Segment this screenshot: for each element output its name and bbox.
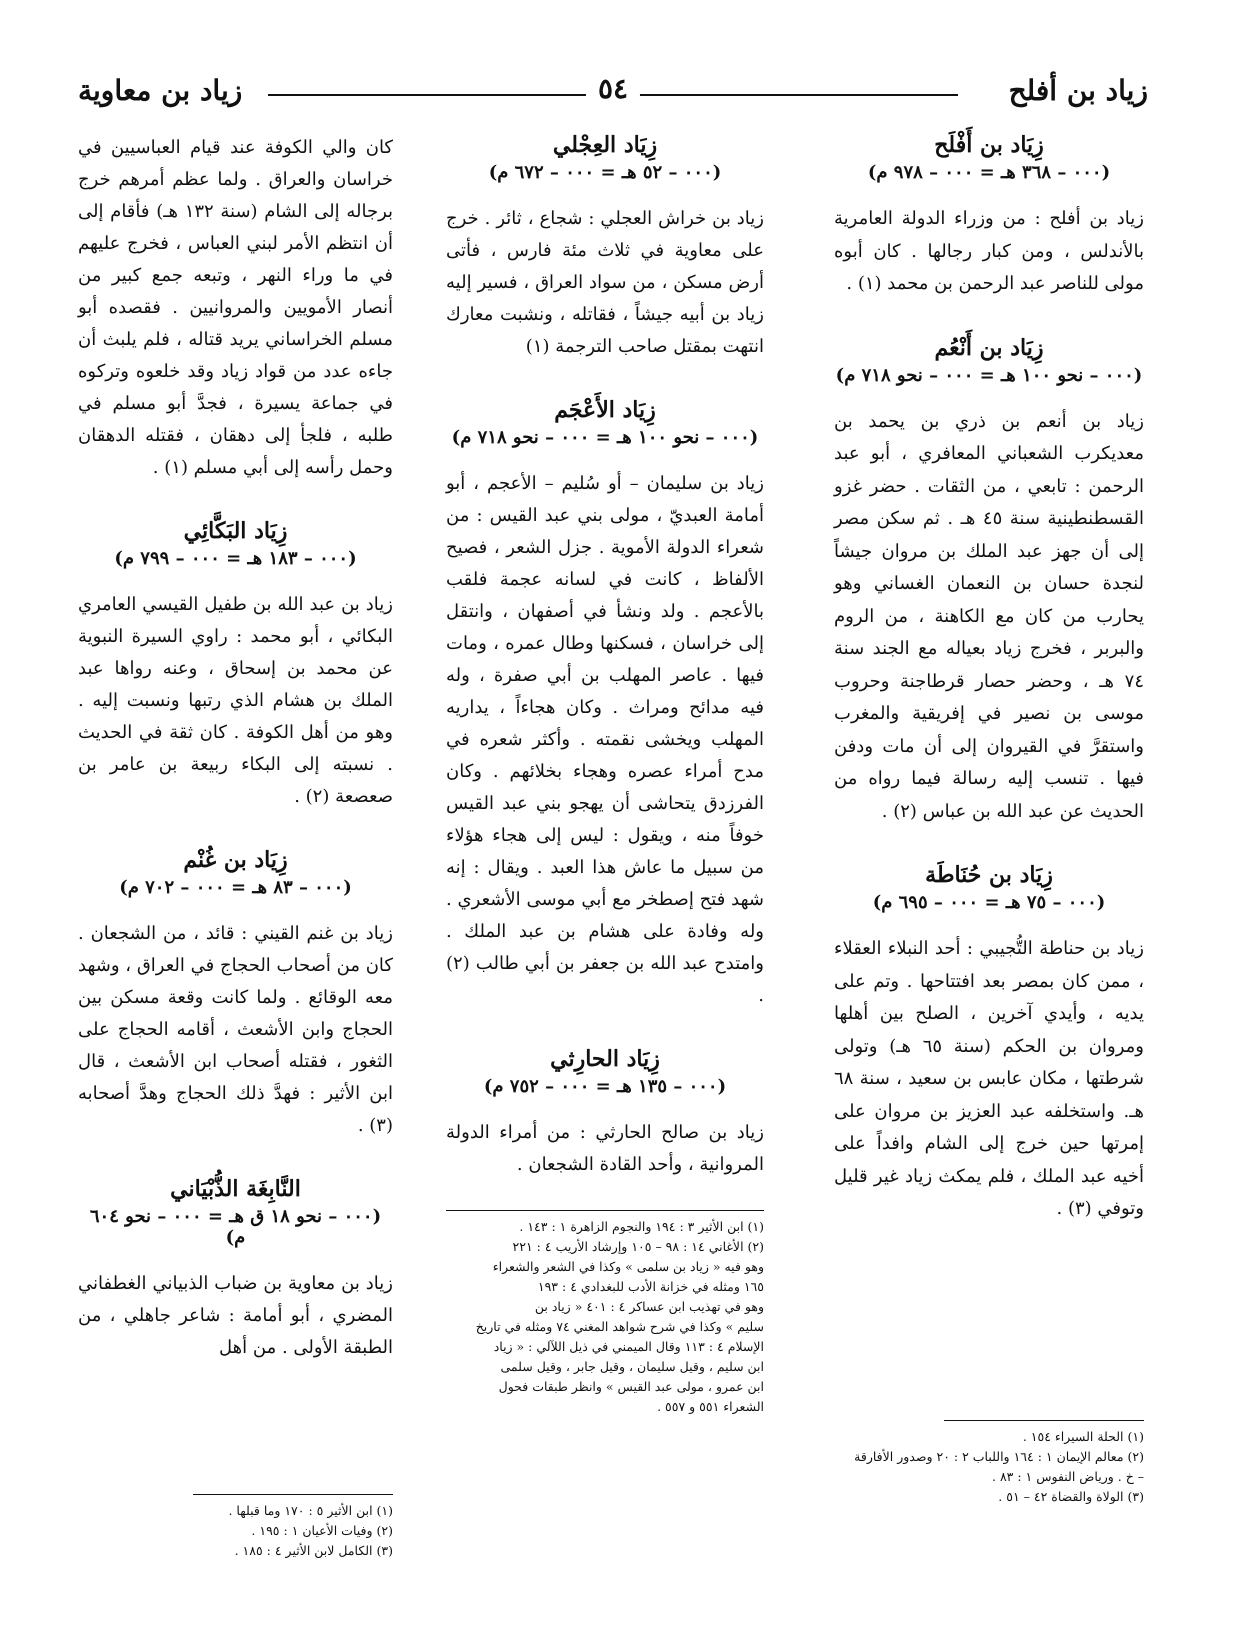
left-column [78, 132, 393, 1398]
entry [446, 1046, 764, 1181]
footnote-line: (٢) معالم الإيمان ١ : ١٦٤ واللباب ٢ : ٢٠ وصدور الأفارقة [854, 1449, 1144, 1464]
entry-title: زِيَاد بن أَفْلَح [934, 132, 1044, 158]
entry [446, 397, 764, 1012]
footnote-line: الشعراء ٥٥١ و ٥٥٧ . [657, 1399, 764, 1414]
entry-body: زياد بن أنعم بن ذري بن يحمد بن معديكرب الشعباني المعافري ، أبو عبد الرحمن : تابعي ، من الثقات . حضر غزو القسطنطينية سنة ٤٥ هـ . ثم سكن مصر إلى أن جهز عبد الملك بن مروان جيشاً لنجدة حسان بن النعمان الغساني وهو يحارب من كان مع الكاهنة ، من الروم والبربر ، فخرج زياد بعياله مع الجند سنة ٧٤ هـ ، وحضر حصار قرطاجنة وحروب موسى بن نصير في إفريقية والمغرب واستقرَّ في القيروان إلى أن مات ودفن فيها . تنسب إليه رسالة فيما رواه من الحديث عن عبد الله بن عباس (٢) . [834, 410, 1144, 822]
entry-title: زِيَاد الحارِثي [550, 1046, 660, 1072]
footnote-line: الإسلام ٤ : ١١٣ وقال الميمني في ذيل اللآلي : « زياد [493, 1339, 764, 1354]
footnote-line: وهو فيه « زياد بن سلمى » وكذا في الشعر والشعراء [492, 1259, 764, 1274]
footnote-line: ١٦٥ ومثله في خزانة الأدب للبغدادي ٤ : ١٩٣ [537, 1279, 764, 1294]
header-left-title: زياد بن معاوية [78, 74, 243, 107]
entry-body: زياد بن عبد الله بن طفيل القيسي العامري البكائي ، أبو محمد : راوي السيرة النبوية عن محمد بن إسحاق ، وعنه رواها عبد الملك بن هشام الذي رتبها ونسبت إليه . وهو من أهل الكوفة . كان ثقة في الحديث . نسبته إلى البكاء ربيعة بن عامر بن صعصعة (٢) . [78, 594, 393, 807]
entry-body: زياد بن خراش العجلي : شجاع ، ثائر . خرج على معاوية في ثلاث مئة فارس ، فأتى أرض مسكن ، من سواد العراق ، فسير إليه زياد بن أبيه جيشاً ، فقاتله ، ونشبت معارك انتهت بمقتل صاحب الترجمة (١) [446, 208, 764, 357]
entry-dates: (٠٠٠ – ٧٥ هـ = ٠٠٠ – ٦٩٥ م) [872, 892, 1106, 913]
entry-body: زياد بن صالح الحارثي : من أمراء الدولة المروانية ، وأحد القادة الشجعان . [446, 1122, 764, 1175]
entry-dates: (٠٠٠ – ١٨٣ هـ = ٠٠٠ – ٧٩٩ م) [114, 548, 357, 569]
footnote-line: وهو في تهذيب ابن عساكر ٤ : ٤٠١ « زياد بن [534, 1299, 764, 1314]
entry-dates: (٠٠٠ – نحو ١٠٠ هـ = ٠٠٠ – نحو ٧١٨ م) [835, 364, 1143, 386]
entry [446, 132, 764, 363]
footnote-line: سليم » وكذا في شرح شواهد المغني ٧٤ ومثله في تاريخ [475, 1319, 764, 1334]
entry-title: زِيَاد الأَعْجَم [554, 397, 656, 423]
footnote-rule [193, 1494, 393, 1495]
footnote-line: – خ . ورياض النفوس ١ : ٨٣ . [991, 1469, 1144, 1484]
entry-dates: (٠٠٠ – ١٣٥ هـ = ٠٠٠ – ٧٥٢ م) [483, 1076, 727, 1097]
entry-title: النَّابِغَة الذُّبْيَاني [170, 1176, 301, 1202]
entry-body: زياد بن حناطة التُّجيبي : أحد النبلاء العقلاء ، ممن كان بمصر بعد افتتاحها . وتم على يديه ، وأيدي آخرين ، الصلح بين أهلها ومروان بن الحكم (سنة ٦٥ هـ) وتولى شرطتها ، مكان عابس بن سعيد ، سنة ٦٨ هـ. واستخلفه عبد العزيز بن مروان على إمرتها حين خرج إلى الشام وافداً على أخيه عبد الملك ، فلم يمكث زياد غير قليل وتوفي (٣) . [834, 938, 1144, 1219]
entry [78, 847, 393, 1142]
entry-dates: (٠٠٠ – ٥٢ هـ = ٠٠٠ – ٦٧٢ م) [488, 162, 722, 183]
footnote-line: (٣) الولاة والقضاة ٤٢ – ٥١ . [998, 1489, 1144, 1504]
footnote-rule [944, 1420, 1144, 1421]
footnote-line: (١) الحلة السيراء ١٥٤ . [1022, 1429, 1144, 1444]
footnote-line: ابن سليم ، وقيل سليمان ، وقيل جابر ، وقيل سلمى [500, 1359, 764, 1374]
entry-body: كان والي الكوفة عند قيام العباسيين في خراسان والعراق . ولما عظم أمرهم خرج برجاله إلى الشام (سنة ١٣٢ هـ) فأقام إلى أن انتظم الأمر لبني العباس ، فخرج عليهم في ما وراء النهر ، وتبعه جمع كبير من أنصار الأمويين والمروانيين . فقصده أبو مسلم الخراساني يريد قتاله ، فلم يلبث أن جاءه عدد من قواد زياد وقد خلعوه وتركوه في جماعة يسيرة ، فجدَّ أبو مسلم في طلبه ، فلجأ إلى دهقان ، فقتله الدهقان وحمل رأسه إلى أبي مسلم (١) . [78, 137, 394, 478]
entry [78, 518, 393, 813]
footnotes-left [78, 1494, 393, 1561]
footnote-line: (١) ابن الأثير ٥ : ١٧٠ وما قبلها . [228, 1503, 393, 1518]
footnotes-right [814, 1420, 1144, 1507]
entry [834, 862, 1144, 1226]
footnote-line: (١) ابن الأثير ٣ : ١٩٤ والنجوم الزاهرة ١ : ١٤٣ . [519, 1219, 764, 1234]
page-header [78, 70, 1148, 120]
footnote-line: (٢) الأغاني ١٤ : ٩٨ – ١٠٥ وإرشاد الأريب ٤ : ٢٢١ [512, 1239, 764, 1254]
entry-body: زياد بن معاوية بن ضباب الذبياني الغطفاني المضري ، أبو أمامة : شاعر جاهلي ، من الطبقة الأولى . من أهل [78, 1273, 393, 1358]
entry-dates: (٠٠٠ – ٣٦٨ هـ = ٠٠٠ – ٩٧٨ م) [867, 162, 1111, 183]
entry-title: زِيَاد بن أَنْعُم [934, 334, 1044, 361]
entry-title: زِيَاد بن غُنْم [183, 847, 288, 873]
right-column [834, 132, 1144, 1260]
footnote-line: ابن عمرو ، مولى عبد القيس » وانظر طبقات فحول [498, 1379, 764, 1394]
footnotes-middle [446, 1210, 764, 1417]
page-number: ٥٤ [586, 72, 640, 105]
entry [78, 132, 393, 484]
entry-dates: (٠٠٠ – نحو ١٠٠ هـ = ٠٠٠ – نحو ٧١٨ م) [451, 427, 759, 448]
entry-dates: (٠٠٠ – ٨٣ هـ = ٠٠٠ – ٧٠٢ م) [119, 877, 352, 898]
entry-body: زياد بن سليمان – أو سُليم – الأعجم ، أبو أمامة العبديّ ، مولى بني عبد القيس : من شعراء الدولة الأموية . جزل الشعر ، فصيح الألفاظ ، كانت في لسانه عجمة فلقب بالأعجم . ولد ونشأ في أصفهان ، وانتقل إلى خراسان ، فسكنها وطال عمره ، ومات فيها . عاصر المهلب بن أبي صفرة ، وله فيه مدائح ومراث . وكان هجاءاً ، يداريه المهلب ويخشى نقمته . وأكثر شعره في مدح أمراء عصره وهجاء بخلائهم . وكان الفرزدق يتحاشى أن يهجو بني عبد القيس خوفاً منه ، ويقول : ليس إلى هجاء هؤلاء من سبيل ما عاش هذا العبد . ويقال : إنه شهد فتح إصطخر مع أبي موسى الأشعري . وله وفادة على هشام بن عبد الملك . وامتدح عبد الله بن جعفر بن أبي طالب (٢) . [446, 473, 764, 1006]
middle-column [446, 132, 764, 1215]
footnote-line: (٣) الكامل لابن الأثير ٤ : ١٨٥ . [234, 1543, 393, 1558]
header-right-title: زياد بن أفلح [1008, 74, 1148, 107]
entry-title: زِيَاد العِجْلي [552, 132, 658, 158]
footnote-line: (٢) وفيات الأعيان ١ : ١٩٥ . [251, 1523, 393, 1538]
footnote-rule [446, 1210, 764, 1211]
entry [834, 132, 1144, 301]
entry-body: زياد بن أفلح : من وزراء الدولة العامرية بالأندلس ، ومن كبار رجالها . كان أبوه مولى للناصر عبد الرحمن بن محمد (١) . [834, 208, 1144, 294]
entry [78, 1176, 393, 1364]
entry-body: زياد بن غنم القيني : قائد ، من الشجعان . كان من أصحاب الحجاج في العراق ، وشهد معه الوقائع . ولما كانت وقعة مسكن بين الحجاج وابن الأشعث ، أقامه الحجاج على الثغور ، فقتله أصحاب ابن الأشعث ، قال ابن الأثير : فهدَّ ذلك الحجاج وهدَّ أصحابه (٣) . [78, 923, 393, 1136]
entry-dates: (٠٠٠ – نحو ١٨ ق هـ = ٠٠٠ – نحو ٦٠٤ م) [89, 1206, 382, 1248]
entry-title: زِيَاد البَكَّائِي [183, 518, 288, 544]
entry [834, 335, 1144, 829]
entry-title: زِيَاد بن حُنَاطَة [925, 862, 1053, 888]
